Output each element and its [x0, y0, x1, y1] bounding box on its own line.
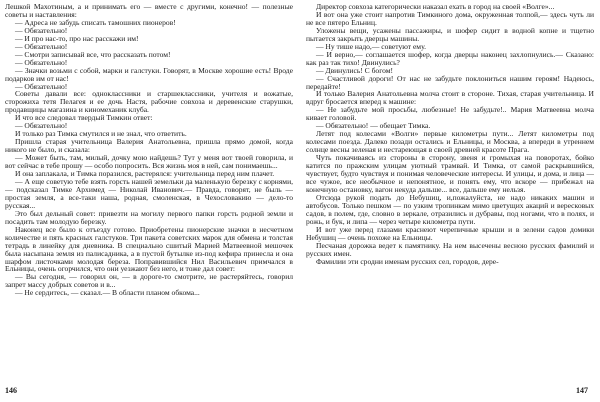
paragraph: — Ну тише надо,— советуют ему. — [316, 41, 426, 51]
paragraph: — Может быть, там, милый, дочку мою найдешь? Тут у меня вот твоей говорила, и вот сейчас в тебе прошу — особо попросить. Вся жизнь моя в ней, сам понимаешь... — [5, 153, 293, 171]
paragraph: Пришла старая учительница Валерия Анатольевна, пришла прямо домой, когда никого не было, и сказала: — [5, 137, 293, 155]
paragraph: Отсюда рукой подать до Небушиц, и,пожалуйста, не надо никаких машин и автобусов. Только пешком — по узким тропинкам мимо цветущих акаций и вересковых садов, в полем, где, словно в зеркале, отразились и дубравы, под ногами, что в полях, и рожь, и бук, и липа — через четыре километра пути. — [306, 192, 594, 226]
paragraph: И только Валерия Анатольевна молча стоит в стороне. Тихая, старая учительница. И вдруг бросается вперед к машине: — [306, 89, 594, 107]
paragraph: — Адреса не забудь списать тамошних пионеров! — [15, 17, 176, 27]
paragraph: Лешкой Махотиным, а и принимать его — вместе с другими, конечно! — полезные советы и наставления: — [5, 3, 293, 19]
paragraph: — Обязательно! — [15, 57, 68, 67]
paragraph: — А еще советую тебе взять горсть нашей земельки да маленькую березку с корнями,— подсказал Тимке Архимед — Николай Иванович.— Правда, говорят, не быль — простая земля, а все-таки наша, родная, смоленская, в Чехословакию — дело-то русская... — [5, 176, 293, 210]
right-page-number: 147 — [576, 386, 588, 395]
paragraph: — Обязательно! — [15, 41, 68, 51]
paragraph: И вот уже перед глазами краснеют черепичные крыши и в зелени садов домики Небушиц — очень похоже на Ельницы. — [306, 224, 594, 242]
paragraph: Летят под колесами «Волги» первые километры пути... Летят километры под колесами поезда. Далеко позади остались и Ельницы, и Москва, а впереди в утреннем солнце весны зеленая и нестареющая в своей древней красоте Прага. — [306, 129, 594, 155]
paragraph: — Значки возьми с собой, марки и галстуки. Говорят, в Москве хорошие есть! Вроде подарков им от нас! — [5, 65, 293, 83]
paragraph: Уложены вещи, усажены пассажиры, и шофер сидит в водной копне и тщетно пытается закрыть дверцы машины. — [306, 25, 594, 43]
paragraph: — Обязательно! — [15, 121, 68, 131]
paragraph: Фамилии эти сродни именам русских сел, городов, дере- — [316, 256, 499, 266]
paragraph: — Вы сегодня, — говорил он, — в дороге-то смотрите, не растеряйтесь, говорил запрет массу добрых советов и в... — [5, 272, 293, 290]
paragraph: Советы давали все: одноклассники и старшеклассники, учителя и вожатые, сторожиха тетя Пелагея и ее дочь Настя, рабочие совхоза и деревенские старушки, продавщицы магазина и киномеханик клуба. — [5, 89, 293, 115]
paragraph: Чуть покачиваясь из стороны в сторону, звеня и громыхая на поворотах, бойко катится по пражским улицам уютный трамвай. И Тимка, от самой раскрывшийся, чувствует, будто чувствуя и понимая человеческие интересы. И улицы, и дома, и лица — все чужое, все необычное и непонятное, и понять ему, что вскоре — прибежал на конечную остановку, вагон некуда дальше... все, дальше ему нельзя. — [306, 153, 594, 194]
paragraph: — Обязательно! — [15, 25, 68, 35]
paragraph: И вот она уже стоит напротив Тимкиного дома, окруженная толпой,— здесь чуть ли не все пятеро Ельниц. — [306, 9, 594, 27]
paragraph: И она заплакала, и Тимка поразился, растерялся: учительница перед ним плачет. — [15, 169, 275, 179]
paragraph: Это был дельный совет: привезти на могилу первого папки горсть родной земли и посадить там молодую березку. — [5, 208, 293, 226]
right-page — [306, 3, 594, 385]
left-page-number: 146 — [5, 386, 17, 395]
left-page — [5, 3, 293, 385]
paragraph: — Не забудьте мой просьбы, любезные! Не забудьте!.. Мария Матвеевна молча кивает головой. — [306, 105, 594, 123]
paragraph: — Счастливой дороги! От нас не забудьте поклониться нашим героям! Надеюсь, передайте! — [306, 73, 594, 91]
paragraph: — Не сердитесь, — сказал.— В области планом обкома... — [15, 288, 200, 298]
paragraph: И что все следовал твердый Тимкин ответ: — [15, 113, 153, 123]
paragraph: Директор совхоза категорически наказал ехать в город на своей «Волге»... — [316, 3, 555, 11]
paragraph: — Смотри записывай все, что рассказать потом! — [15, 49, 171, 59]
paragraph: — Обязательно! — [15, 81, 68, 91]
paragraph: Песчаная дорожка ведет к памятнику. На нем высечены весною русских фамилий и русских имен. — [306, 240, 594, 258]
paragraph: — Обязательно! — обещает Тимка. — [316, 121, 431, 131]
paragraph: Наконец все было к отъезду готово. Приобретены пионерские значки в несчетном количестве и пять красных галстуков. Три пакета советских марок для обмена и толстая тетрадь в линейку для дневника. В специально сшитый Марией Матвеевной мешочек была насыпана земля из палисадника, а в пустой бутылке из-под кефира принесла и она шарфом листочками молодая береза. Поправившийся Нил Васильевич примчался в Ельницы, очень огорчился, что они уезжают без него, и тоже дал совет: — [5, 224, 293, 274]
paragraph: — И верно,— соглашается шофер, когда дверцы наконец захлопнулись.— Сказано: как раз так тихо! Двинулись? — [306, 49, 594, 67]
paragraph: — И про нас-то, про нас расскажи им! — [15, 33, 139, 43]
paragraph: — Двинулись! С богом! — [316, 65, 394, 75]
paragraph: И только раз Тимка смутился и не знал, что ответить. — [15, 129, 187, 139]
